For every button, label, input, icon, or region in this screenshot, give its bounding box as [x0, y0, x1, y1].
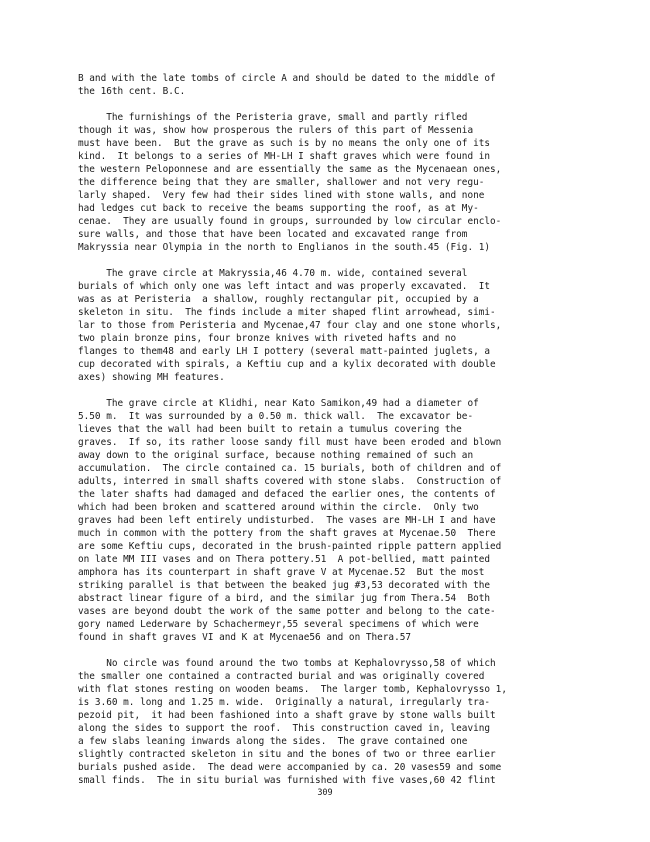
text-line: small finds. The in situ burial was furnished with five vases,60 42 flint [78, 775, 496, 786]
paragraph [78, 267, 578, 384]
text-line: two plain bronze pins, four bronze knives with riveted hafts and no [78, 333, 457, 344]
text-line: The grave circle at Makryssia,46 4.70 m. wide, contained several [78, 268, 468, 279]
text-line: the later shafts had damaged and defaced the earlier ones, the contents of [78, 489, 496, 500]
text-line: the western Peloponnese and are essentially the same as the Mycenaean ones, [78, 164, 502, 175]
text-line: away down to the original surface, because nothing remained of such an [78, 450, 474, 461]
body-text [78, 72, 578, 800]
text-line: on late MM III vases and on Thera pottery.51 A pot-bellied, matt painted [78, 554, 491, 565]
text-line: sure walls, and those that have been located and excavated range from [78, 229, 468, 240]
paragraph [78, 657, 578, 787]
text-line: graves had been left entirely undisturbed. The vases are MH-LH I and have [78, 515, 496, 526]
text-line: axes) showing MH features. [78, 372, 225, 383]
text-line: was as at Peristeria a shallow, roughly rectangular pit, occupied by a [78, 294, 479, 305]
text-line: The furnishings of the Peristeria grave, small and partly rifled [78, 112, 468, 123]
text-line: which had been broken and scattered around within the circle. Only two [78, 502, 479, 513]
text-line: cup decorated with spirals, a Keftiu cup and a kylix decorated with double [78, 359, 496, 370]
text-line: skeleton in situ. The finds include a miter shaped flint arrowhead, simi- [78, 307, 496, 318]
text-line: adults, interred in small shafts covered with stone slabs. Construction of [78, 476, 502, 487]
text-line: pezoid pit, it had been fashioned into a shaft grave by stone walls built [78, 710, 496, 721]
text-line: slightly contracted skeleton in situ and the bones of two or three earlier [78, 749, 496, 760]
text-line: vases are beyond doubt the work of the same potter and belong to the cate- [78, 606, 496, 617]
text-line: a few slabs leaning inwards along the sides. The grave contained one [78, 736, 468, 747]
paragraph [78, 397, 578, 644]
text-line: abstract linear figure of a bird, and the similar jug from Thera.54 Both [78, 593, 491, 604]
text-line: No circle was found around the two tombs at Kephalovrysso,58 of which [78, 658, 496, 669]
text-line: lar to those from Peristeria and Mycenae,47 four clay and one stone whorls, [78, 320, 502, 331]
text-line: cenae. They are usually found in groups, surrounded by low circular enclo- [78, 216, 502, 227]
text-line: burials of which only one was left intact and was properly excavated. It [78, 281, 491, 292]
text-line: The grave circle at Klidhi, near Kato Samikon,49 had a diameter of [78, 398, 479, 409]
text-line: is 3.60 m. long and 1.25 m. wide. Originally a natural, irregularly tra- [78, 697, 491, 708]
text-line: gory named Lederware by Schachermeyr,55 several specimens of which were [78, 619, 479, 630]
text-line: found in shaft graves VI and K at Mycenae56 and on Thera.57 [78, 632, 412, 643]
text-line: the 16th cent. B.C. [78, 86, 186, 97]
paragraph [78, 111, 578, 254]
text-line: larly shaped. Very few had their sides lined with stone walls, and none [78, 190, 485, 201]
text-line: flanges to them48 and early LH I pottery (several matt-painted juglets, a [78, 346, 491, 357]
text-line: though it was, show how prosperous the rulers of this part of Messenia [78, 125, 474, 136]
text-line: Makryssia near Olympia in the north to Englianos in the south.45 (Fig. 1) [78, 242, 491, 253]
text-line: are some Keftiu cups, decorated in the brush-painted ripple pattern applied [78, 541, 502, 552]
text-line: graves. If so, its rather loose sandy fill must have been eroded and blown [78, 437, 502, 448]
text-line: must have been. But the grave as such is by no means the only one of its [78, 138, 491, 149]
text-line: kind. It belongs to a series of MH-LH I shaft graves which were found in [78, 151, 491, 162]
text-line: along the sides to support the roof. This construction caved in, leaving [78, 723, 491, 734]
paragraph [78, 72, 578, 98]
page-number: 309 [317, 788, 333, 798]
text-line: lieves that the wall had been built to retain a tumulus covering the [78, 424, 462, 435]
text-line: the smaller one contained a contracted burial and was originally covered [78, 671, 485, 682]
text-line: the difference being that they are smaller, shallower and not very regu- [78, 177, 485, 188]
text-line: accumulation. The circle contained ca. 15 burials, both of children and of [78, 463, 502, 474]
text-line: burials pushed aside. The dead were accompanied by ca. 20 vases59 and some [78, 762, 502, 773]
text-line: amphora has its counterpart in shaft grave V at Mycenae.52 But the most [78, 567, 485, 578]
text-line: had ledges cut back to receive the beams supporting the roof, as at My- [78, 203, 479, 214]
text-line: B and with the late tombs of circle A and should be dated to the middle of [78, 73, 496, 84]
text-line: 5.50 m. It was surrounded by a 0.50 m. thick wall. The excavator be- [78, 411, 474, 422]
text-line: striking parallel is that between the beaked jug #3,53 decorated with the [78, 580, 491, 591]
text-line: much in common with the pottery from the shaft graves at Mycenae.50 There [78, 528, 496, 539]
text-line: with flat stones resting on wooden beams. The larger tomb, Kephalovrysso 1, [78, 684, 507, 695]
